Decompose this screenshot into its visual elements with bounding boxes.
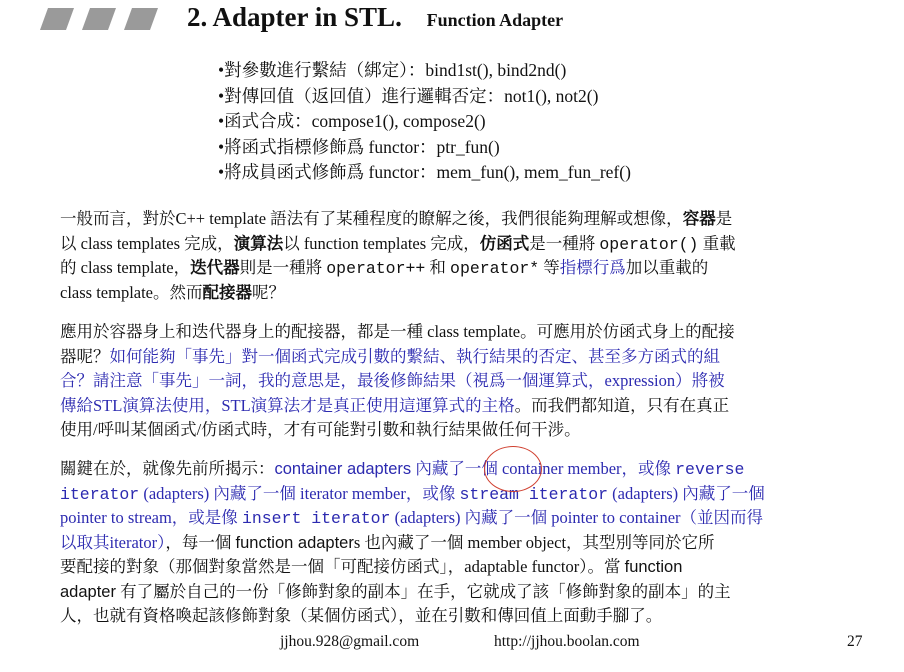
bullet-item: •將函式指標修飾爲 functor：ptr_fun() xyxy=(218,136,500,157)
bullet-item: •對傳回值（返回值）進行邏輯否定：not1(), not2() xyxy=(218,85,599,106)
red-circle-annotation xyxy=(484,446,542,492)
highlight-run: (adapters) 內藏了一個 pointer to container（並因而得 xyxy=(390,508,764,527)
highlight-run: 如何能夠「事先」對一個函式完成引數的繫結、執行結果的否定、甚至多方函式的組 xyxy=(109,346,720,366)
text-line xyxy=(60,256,880,281)
text-line xyxy=(60,506,880,531)
term-reverse: reverse xyxy=(675,460,745,479)
term-adapter: 配接器 xyxy=(202,282,253,302)
text-run: 和 xyxy=(425,258,451,277)
term-algorithm: 演算法 xyxy=(233,233,284,253)
term-functor: 仿函式 xyxy=(479,233,530,253)
text-run: 一般而言，對於C++ template 語法有了某種程度的瞭解之後，我們很能夠理解或想像， xyxy=(60,209,683,228)
paragraph-function-adapters xyxy=(60,320,880,443)
text-line: 合？請注意「事先」一詞，我的意思是，最後修飾結果（視爲一個運算式，expression）將被 xyxy=(60,371,725,390)
text-line xyxy=(60,580,880,605)
text-line xyxy=(60,345,880,370)
title-main: 2. Adapter in STL. xyxy=(187,2,402,32)
bullet-item: •將成員函式修飾爲 functor：mem_fun(), mem_fun_ref() xyxy=(218,162,631,182)
page-number: 27 xyxy=(847,633,863,650)
text-line: 應用於容器身上和迭代器身上的配接器，都是一種 class template。可應用於仿函式身上的配接 xyxy=(60,322,735,341)
decorative-bar-1 xyxy=(40,8,74,30)
text-run: ，每一個 xyxy=(165,532,236,552)
text-run: 以 class templates 完成， xyxy=(60,233,234,253)
code-operator-increment: operator++ xyxy=(326,259,426,278)
adapter-bullet-list xyxy=(218,58,631,186)
text-line xyxy=(60,207,880,232)
term-stream-iterator: stream iterator xyxy=(459,484,609,504)
highlight-run: (adapters) 內藏了一個 xyxy=(608,483,765,503)
text-run: class template。然而 xyxy=(60,282,203,302)
code-operator-deref: operator* xyxy=(450,259,540,278)
highlight-run: (adapters) 內藏了一個 iterator member，或像 xyxy=(139,483,460,503)
bullet-item: •函式合成：compose1(), compose2() xyxy=(218,111,486,131)
text-run: 等 xyxy=(539,258,560,277)
term-container-adapters: container adapters xyxy=(274,460,412,478)
term-container: 容器 xyxy=(682,209,716,228)
highlight-run: 內藏了一個 container member，或像 xyxy=(411,459,676,478)
text-run: 有了屬於自己的一份「修飾對象的副本」在手，它就成了該「修飾對象的副本」的主 xyxy=(115,581,731,601)
text-line: 人，也就有資格喚起該修飾對象（某個仿函式），並在引數和傳回值上面動手腳了。 xyxy=(60,606,663,625)
page-title xyxy=(187,2,563,33)
highlight-run: 傳給STL演算法使用，STL演算法才是真正使用這運算式的主格 xyxy=(60,395,515,415)
text-line xyxy=(60,482,880,507)
text-run: 則是一種將 xyxy=(239,258,327,277)
bullet-item: •對參數進行繫結（綁定）：bind1st(), bind2nd() xyxy=(218,60,567,80)
text-run: 要配接的對象（那個對象當然是一個「可配接仿函式」，adaptable functor）。當 xyxy=(60,557,625,576)
term-iterator: 迭代器 xyxy=(190,258,240,277)
text-run: 是 xyxy=(715,209,733,228)
text-line xyxy=(60,232,880,257)
term-pointer-behavior: 指標行爲 xyxy=(559,258,626,277)
paragraph-key-point xyxy=(60,457,880,629)
text-run: 器呢？ xyxy=(60,346,110,366)
paragraph-intro xyxy=(60,207,880,305)
term-function-adapter: function adapter xyxy=(235,533,354,552)
footer-url: http://jjhou.boolan.com xyxy=(494,633,640,650)
text-run: s 也內藏了一個 member object，其型別等同於它所 xyxy=(353,532,715,552)
decorative-bars xyxy=(40,8,160,30)
highlight-run: 以取其iterator） xyxy=(60,532,166,552)
term-adapter-word: adapter xyxy=(60,582,116,601)
term-iterator-code: iterator xyxy=(60,484,140,504)
text-line xyxy=(60,394,880,419)
text-line xyxy=(60,281,880,306)
text-run: 。而我們都知道，只有在真正 xyxy=(514,395,730,415)
footer-email: jjhou.928@gmail.com xyxy=(280,633,420,650)
text-line: 使用/呼叫某個函式/仿函式時，才有可能對引數和執行結果做任何干涉。 xyxy=(60,420,581,439)
text-run: 是一種將 xyxy=(529,233,600,253)
title-subtitle: Function Adapter xyxy=(426,10,564,30)
text-run: 重載 xyxy=(698,233,736,253)
term-function: function xyxy=(624,558,683,576)
decorative-bar-3 xyxy=(124,8,158,30)
text-line xyxy=(60,555,880,580)
text-line xyxy=(60,457,880,482)
code-operator-call: operator() xyxy=(599,234,699,254)
text-run: 以 function templates 完成， xyxy=(283,233,480,253)
highlight-run: pointer to stream，或是像 xyxy=(60,508,242,527)
text-line xyxy=(60,531,880,556)
text-run: 加以重載的 xyxy=(625,258,709,277)
text-run: 關鍵在於，就像先前所揭示： xyxy=(60,459,275,478)
decorative-bar-2 xyxy=(82,8,116,30)
term-insert-iterator: insert iterator xyxy=(241,509,391,528)
text-run: 呢？ xyxy=(252,282,286,302)
text-run: 的 class template， xyxy=(60,258,191,277)
